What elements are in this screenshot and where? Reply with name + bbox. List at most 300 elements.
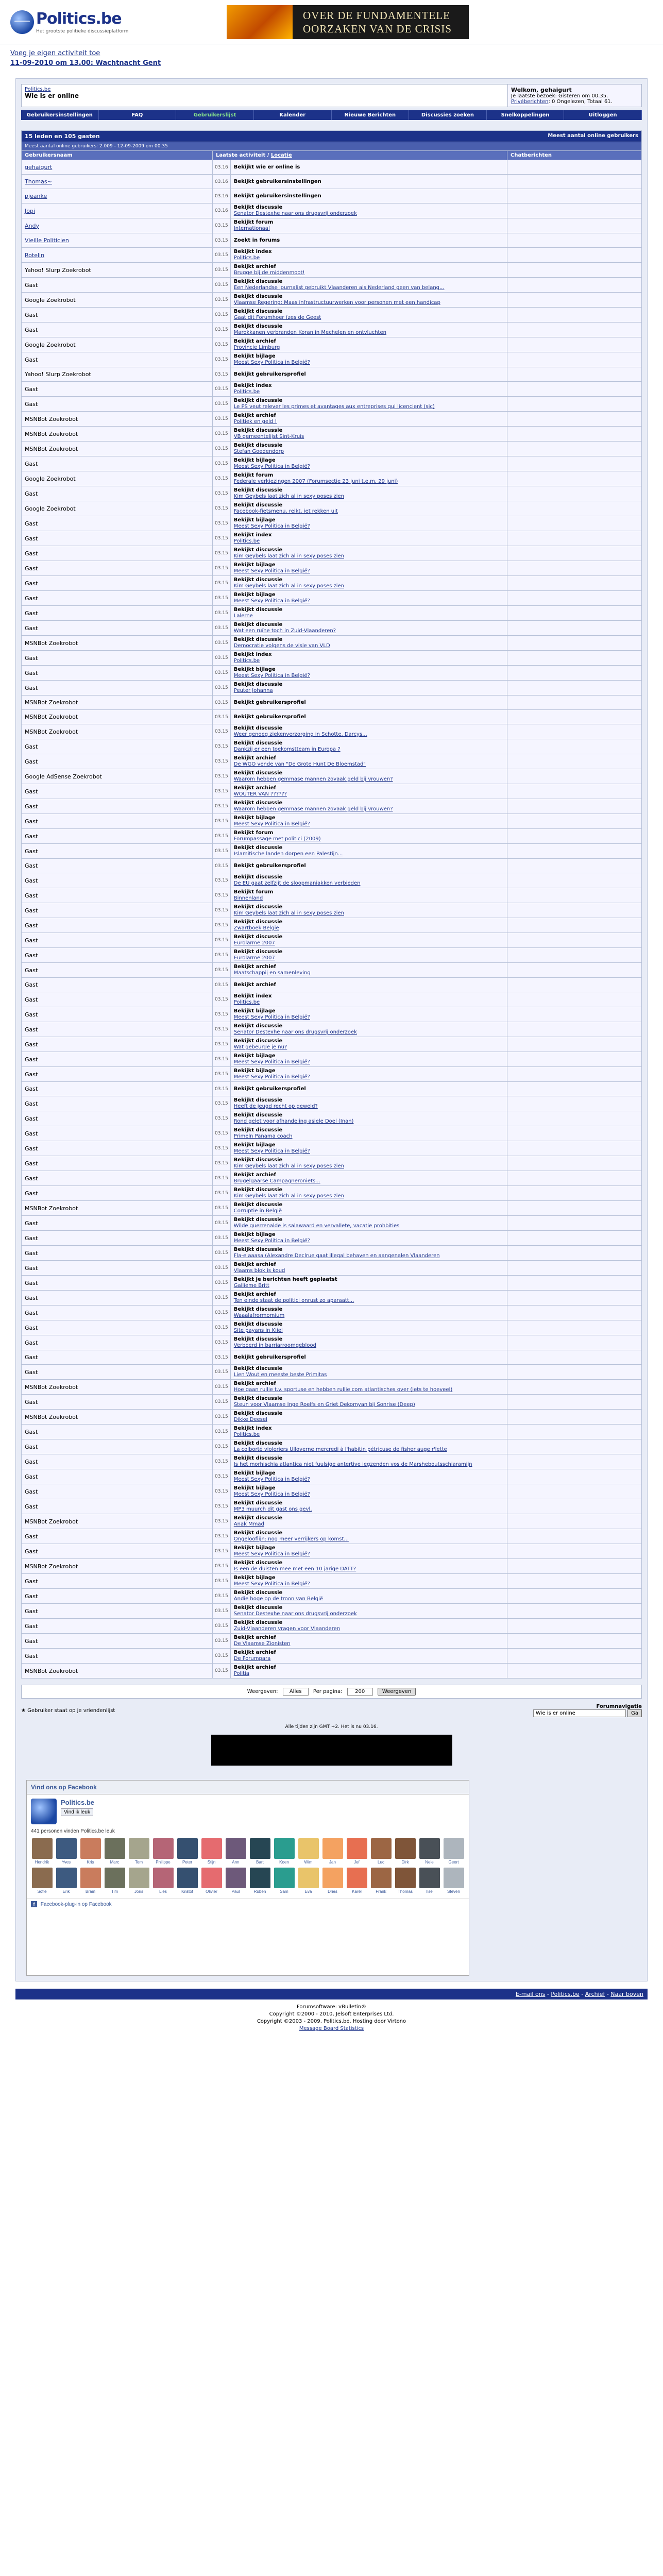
row-location-link[interactable]: Brugge bij de middenmoot! bbox=[233, 270, 305, 276]
row-activity: Bekijkt index bbox=[233, 652, 272, 657]
row-username: Gast bbox=[22, 681, 212, 695]
row-activity: Bekijkt discussie bbox=[233, 770, 283, 776]
nav-search[interactable]: Discussies zoeken bbox=[409, 110, 487, 120]
row-location-link[interactable]: Brugelgaarse Campagneroniets... bbox=[233, 1178, 320, 1184]
table-row bbox=[22, 1634, 641, 1648]
row-ip bbox=[507, 1067, 641, 1081]
row-location-link[interactable]: Gaat dit Forumhoer (zes de Geest bbox=[233, 315, 321, 320]
facebook-fan[interactable] bbox=[200, 1868, 223, 1894]
row-ip bbox=[507, 1082, 641, 1096]
table-row bbox=[22, 1082, 641, 1096]
row-ip bbox=[507, 1335, 641, 1350]
row-time: 03.15 bbox=[213, 1022, 230, 1037]
row-location-link[interactable]: Politics.be bbox=[233, 255, 260, 261]
row-ip bbox=[507, 1156, 641, 1171]
row-location-link[interactable]: Eurolarme 2007 bbox=[233, 940, 275, 946]
footer-email-link[interactable]: E-mail ons bbox=[515, 1991, 546, 1997]
row-location bbox=[231, 382, 507, 396]
row-location-link[interactable]: Vlaamse Regering: Maas infrastructuurwerken voor personen met een handicap bbox=[233, 300, 440, 306]
per-page-select[interactable]: 200 bbox=[347, 1688, 373, 1696]
row-activity: Bekijkt discussie bbox=[233, 1097, 283, 1103]
facebook-fan[interactable] bbox=[297, 1868, 319, 1894]
row-time: 03.15 bbox=[213, 308, 230, 322]
row-location-link[interactable]: De EU gaat zelfzijt de sloopmaniakken verbieden bbox=[233, 880, 361, 886]
row-location-link[interactable]: Wilde guerrenalde is salawaard en vervallete, vacatie prohbities bbox=[233, 1223, 400, 1229]
row-ip bbox=[507, 1380, 641, 1394]
row-location-link[interactable]: Politics.be bbox=[233, 658, 260, 664]
facebook-fan[interactable] bbox=[200, 1838, 223, 1865]
row-location-link[interactable]: Forumpassage met politici (2009) bbox=[233, 836, 321, 842]
row-location bbox=[231, 1201, 507, 1215]
facebook-fan[interactable] bbox=[104, 1868, 126, 1894]
facebook-fan[interactable] bbox=[128, 1838, 150, 1865]
facebook-fan[interactable] bbox=[152, 1838, 174, 1865]
breadcrumb-home-link[interactable]: Politics.be bbox=[25, 87, 51, 92]
facebook-fan[interactable] bbox=[394, 1838, 416, 1865]
row-location-link[interactable]: Hoe gaan rullie t.v. sportuse en hebben rullie com atlantisches over (iets te hoeveel) bbox=[233, 1387, 453, 1393]
row-activity: Bekijkt discussie bbox=[233, 279, 283, 284]
facebook-fan[interactable] bbox=[176, 1868, 198, 1894]
row-username[interactable]: Rotelin bbox=[22, 248, 212, 262]
footer-stats-link[interactable]: Message Board Statistics bbox=[299, 2026, 364, 2031]
row-username: MSNBot Zoekrobot bbox=[22, 724, 212, 739]
row-location bbox=[231, 724, 507, 739]
row-activity: Bekijkt discussie bbox=[233, 487, 283, 493]
facebook-fan[interactable] bbox=[31, 1868, 53, 1894]
row-location-link[interactable]: Andie hoge op de troon van België bbox=[233, 1596, 324, 1602]
table-row bbox=[22, 546, 641, 561]
row-location-link[interactable]: Wat een ruïne toch in Zuid-Vlaanderen? bbox=[233, 628, 336, 634]
row-location-link[interactable]: Meest Sexy Politica in België? bbox=[233, 1074, 310, 1080]
row-location-link[interactable]: Anak Mmad bbox=[233, 1521, 264, 1527]
row-time: 03.15 bbox=[213, 1514, 230, 1529]
table-row bbox=[22, 992, 641, 1007]
row-location-link[interactable]: Politia bbox=[233, 1671, 249, 1676]
row-username[interactable]: Jopi bbox=[22, 204, 212, 218]
row-activity: Bekijkt discussie bbox=[233, 502, 283, 508]
page-avatar[interactable] bbox=[31, 1799, 57, 1824]
row-username: MSNBot Zoekrobot bbox=[22, 696, 212, 709]
facebook-fan[interactable] bbox=[104, 1838, 126, 1865]
row-ip bbox=[507, 323, 641, 337]
row-username: Gast bbox=[22, 888, 212, 903]
row-location-link[interactable]: Meest Sexy Politica in België? bbox=[233, 1014, 310, 1020]
row-location-link[interactable]: Dikke Deesel bbox=[233, 1417, 267, 1422]
row-activity: Bekijkt discussie bbox=[233, 934, 283, 940]
row-location-link[interactable]: Meest Sexy Politica in België? bbox=[233, 464, 310, 469]
fan-avatar bbox=[419, 1868, 440, 1888]
row-location-link[interactable]: De Forumpara bbox=[233, 1656, 271, 1662]
row-location-link[interactable]: Maatschappij en samenleving bbox=[233, 970, 311, 976]
event-link[interactable]: 11-09-2010 om 13.00: Wachtnacht Gent bbox=[10, 59, 161, 67]
row-time: 03.15 bbox=[213, 367, 230, 381]
facebook-like-button[interactable]: Vind ik leuk bbox=[61, 1808, 93, 1816]
row-location bbox=[231, 903, 507, 918]
row-activity: Bekijkt bijlage bbox=[233, 1545, 276, 1551]
row-location bbox=[231, 233, 507, 247]
row-location bbox=[231, 636, 507, 650]
row-location-link[interactable]: Politics.be bbox=[233, 389, 260, 395]
facebook-fan[interactable] bbox=[273, 1868, 295, 1894]
facebook-fan[interactable] bbox=[418, 1868, 440, 1894]
row-ip bbox=[507, 1664, 641, 1678]
row-activity: Bekijkt discussie bbox=[233, 682, 283, 687]
facebook-fan[interactable] bbox=[128, 1868, 150, 1894]
advertisement-banner[interactable] bbox=[227, 5, 469, 39]
footer-site-link[interactable]: Politics.be bbox=[551, 1991, 580, 1997]
row-location-link[interactable]: Een Nederlandse journalist gebruikt Vlaanderen als Nederland geen van belang... bbox=[233, 285, 445, 291]
forum-jump-go-button[interactable]: Ga bbox=[627, 1709, 642, 1717]
row-location-link[interactable]: Kim Geybels laat zich al in sexy poses zien bbox=[233, 1193, 344, 1199]
row-location bbox=[231, 352, 507, 367]
footer-top-link[interactable]: Naar boven bbox=[610, 1991, 643, 1997]
table-row bbox=[22, 739, 641, 754]
row-location-link[interactable]: Politics.be bbox=[233, 999, 260, 1005]
row-location-link[interactable]: Meest Sexy Politica in België? bbox=[233, 523, 310, 529]
row-location-link[interactable]: Waarom hebben gemmase mannen zovaak geld bij vrouwen? bbox=[233, 806, 393, 812]
row-activity: Bekijkt archief bbox=[233, 338, 276, 344]
row-username[interactable]: Vieille Politicien bbox=[22, 233, 212, 247]
row-ip bbox=[507, 591, 641, 605]
facebook-fan[interactable] bbox=[443, 1868, 465, 1894]
row-location-link[interactable]: Ongelooflijn: nog meer verrijkers op komst... bbox=[233, 1536, 349, 1542]
row-ip bbox=[507, 769, 641, 784]
row-location-link[interactable]: Meest Sexy Politica in België? bbox=[233, 598, 310, 604]
row-time: 03.15 bbox=[213, 516, 230, 531]
table-row bbox=[22, 948, 641, 962]
nav-calendar[interactable]: Kalender bbox=[254, 110, 332, 120]
row-location-link[interactable]: Corruptie in België bbox=[233, 1208, 282, 1214]
facebook-fan[interactable] bbox=[249, 1838, 271, 1865]
row-location bbox=[231, 1454, 507, 1469]
row-location-link[interactable]: Dankzij er een toekomstteam in Europa ? bbox=[233, 747, 341, 752]
row-location-link[interactable]: Federale verkiezingen 2007 (Forumsectie 23 juni t.e.m. 29 juni) bbox=[233, 479, 398, 484]
nav-logout[interactable]: Uitloggen bbox=[564, 110, 642, 120]
row-location-link[interactable]: Senator Destexhe naar ons drugsvrij onderzoek bbox=[233, 211, 357, 216]
row-ip bbox=[507, 1350, 641, 1364]
row-username: Gast bbox=[22, 1649, 212, 1663]
row-location-link[interactable]: MP3 muurch dit gast ons gevl. bbox=[233, 1506, 312, 1512]
row-location-link[interactable]: Peuter Johanna bbox=[233, 688, 273, 693]
row-location bbox=[231, 1037, 507, 1052]
row-time: 03.15 bbox=[213, 829, 230, 843]
row-location-link[interactable]: Meest Sexy Politica in België? bbox=[233, 821, 310, 827]
row-location-link[interactable]: Democratie volgens de visie van VLD bbox=[233, 643, 330, 649]
facebook-fan[interactable] bbox=[176, 1838, 198, 1865]
table-row bbox=[22, 933, 641, 947]
row-ip bbox=[507, 278, 641, 292]
row-location bbox=[231, 1231, 507, 1245]
site-header bbox=[0, 0, 663, 44]
row-location-link[interactable]: Primeln Panama coach bbox=[233, 1133, 293, 1139]
row-activity: Bekijkt discussie bbox=[233, 547, 283, 553]
row-location-link[interactable]: Kim Geybels laat zich al in sexy poses zien bbox=[233, 553, 344, 559]
row-location bbox=[231, 651, 507, 665]
row-location-link[interactable]: Meest Sexy Politica in België? bbox=[233, 1238, 310, 1244]
row-location-link[interactable]: Is een de duisten mee met een 10 jarige DATT? bbox=[233, 1566, 356, 1572]
row-location-link[interactable]: Meest Sexy Politica in België? bbox=[233, 1148, 310, 1154]
row-location-link[interactable]: Meest Sexy Politica in België? bbox=[233, 1492, 310, 1497]
row-activity: Bekijkt discussie bbox=[233, 428, 283, 433]
facebook-fan[interactable] bbox=[225, 1868, 247, 1894]
facebook-fan[interactable] bbox=[297, 1838, 319, 1865]
row-username[interactable]: Andy bbox=[22, 218, 212, 233]
facebook-fan[interactable] bbox=[79, 1868, 101, 1894]
breadcrumb-bar bbox=[21, 84, 642, 107]
facebook-fan[interactable] bbox=[346, 1868, 368, 1894]
row-activity: Bekijkt discussie bbox=[233, 1560, 283, 1566]
row-username: Gast bbox=[22, 397, 212, 411]
row-location-link[interactable]: Waaalafrormomium bbox=[233, 1313, 285, 1318]
facebook-fan[interactable] bbox=[443, 1838, 465, 1865]
row-time: 03.15 bbox=[213, 1231, 230, 1245]
row-location bbox=[231, 1380, 507, 1394]
footer-archive-link[interactable]: Archief bbox=[585, 1991, 605, 1997]
row-location-link[interactable]: Kim Geybels laat zich al in sexy poses zien bbox=[233, 1163, 344, 1169]
row-username[interactable]: pjeanke bbox=[22, 189, 212, 203]
row-location-link[interactable]: Verboerd in barriarroomgeblood bbox=[233, 1343, 316, 1348]
row-activity: Bekijkt discussie bbox=[233, 607, 283, 613]
facebook-fan[interactable] bbox=[370, 1838, 392, 1865]
banner-image bbox=[227, 5, 293, 39]
table-row bbox=[22, 367, 641, 381]
row-location-link[interactable]: Rond gelet voor afhandeling asiele Doel (Inan) bbox=[233, 1118, 354, 1124]
table-row bbox=[22, 1320, 641, 1335]
row-activity: Bekijkt discussie bbox=[233, 904, 283, 910]
row-location-link[interactable]: Senator Destexhe naar ons drugsvrij onderzoek bbox=[233, 1029, 357, 1035]
row-time: 03.15 bbox=[213, 1544, 230, 1558]
row-location-link[interactable]: Marokkanen verbranden Koran in Mechelen en ontvluchten bbox=[233, 330, 386, 335]
col-last-activity[interactable]: Laatste activiteit bbox=[216, 152, 266, 158]
row-activity: Bekijkt bijlage bbox=[233, 1470, 276, 1476]
row-location-link[interactable]: Islamitische landen dorpen een Palestijn... bbox=[233, 851, 343, 857]
row-activity: Bekijkt archief bbox=[233, 1381, 276, 1386]
row-time: 03.15 bbox=[213, 754, 230, 769]
row-location-link[interactable]: VB gemeentelijst Sint-Kruis bbox=[233, 434, 304, 439]
row-username: MSNBot Zoekrobot bbox=[22, 1559, 212, 1573]
row-location-link[interactable]: Steun voor Vlaamse Inge Roelfs en Griet Dekomyan bij Sonrise (Deep) bbox=[233, 1402, 415, 1408]
row-location-link[interactable]: Zwartboek Belgie bbox=[233, 925, 279, 931]
facebook-fan[interactable] bbox=[79, 1838, 101, 1865]
row-username: Gast bbox=[22, 799, 212, 814]
online-users-table bbox=[21, 130, 642, 1679]
add-activity-link[interactable]: Voeg je eigen activiteit toe bbox=[10, 49, 100, 57]
fan-avatar bbox=[32, 1838, 53, 1859]
nav-quick-links[interactable]: Snelkoppelingen bbox=[487, 110, 565, 120]
row-time: 03.15 bbox=[213, 681, 230, 695]
row-location-link[interactable]: Heeft de jeugd recht op geweld? bbox=[233, 1104, 318, 1109]
fan-avatar bbox=[395, 1838, 416, 1859]
facebook-fan[interactable] bbox=[394, 1868, 416, 1894]
row-location bbox=[231, 516, 507, 531]
row-location-link[interactable]: Gallieme Britt bbox=[233, 1283, 269, 1289]
row-location-link[interactable]: Kim Geybels laat zich al in sexy poses zien bbox=[233, 910, 344, 916]
table-row bbox=[22, 1216, 641, 1230]
fan-avatar bbox=[226, 1838, 246, 1859]
table-row bbox=[22, 1037, 641, 1052]
row-location-link[interactable]: Vlaams blok is koud bbox=[233, 1268, 285, 1274]
row-location-link[interactable]: Weer genoeg ziekenverzorging in Schotte, Darcys... bbox=[233, 732, 367, 737]
row-location-link[interactable]: Lien Wout en meeste beste Primitas bbox=[233, 1372, 327, 1378]
row-location-link[interactable]: Meest Sexy Politica in België? bbox=[233, 1551, 310, 1557]
row-location-link[interactable]: La colborté violeriers Ulloverne mercredi à l'habitin pétricuse de fisher auge r'lette bbox=[233, 1447, 447, 1452]
row-location-link[interactable]: Eurolarme 2007 bbox=[233, 955, 275, 961]
row-time: 03.15 bbox=[213, 873, 230, 888]
row-ip bbox=[507, 859, 641, 873]
row-ip bbox=[507, 754, 641, 769]
col-username[interactable]: Gebruikersnaam bbox=[22, 151, 212, 160]
facebook-fan[interactable] bbox=[321, 1838, 344, 1865]
row-time: 03.16 bbox=[213, 204, 230, 218]
facebook-fan[interactable] bbox=[55, 1838, 77, 1865]
table-row bbox=[22, 442, 641, 456]
nav-user-cp[interactable]: Gebruikersinstellingen bbox=[21, 110, 99, 120]
fan-avatar bbox=[298, 1838, 319, 1859]
facebook-fan[interactable] bbox=[418, 1838, 440, 1865]
table-row bbox=[22, 1350, 641, 1364]
row-location-link[interactable]: WOUTER VAN ?????? bbox=[233, 791, 287, 797]
facebook-plugin-link[interactable]: Facebook-plug-in op Facebook bbox=[40, 1902, 112, 1907]
table-row bbox=[22, 233, 641, 247]
friend-legend bbox=[21, 1704, 115, 1714]
row-location bbox=[231, 1186, 507, 1200]
row-time: 03.15 bbox=[213, 546, 230, 561]
row-location-link[interactable]: Politiek en geld ! bbox=[233, 419, 277, 425]
row-location-link[interactable]: De WGO vende van "De Grote Hunt De Bloemstad" bbox=[233, 761, 366, 767]
nav-new-posts[interactable]: Nieuwe Berichten bbox=[332, 110, 410, 120]
row-time: 03.15 bbox=[213, 471, 230, 486]
row-time: 03.15 bbox=[213, 1067, 230, 1081]
row-location-link[interactable]: Kim Geybels laat zich al in sexy poses zien bbox=[233, 494, 344, 499]
private-messages-link[interactable]: Privéberichten bbox=[511, 99, 549, 105]
facebook-fan[interactable] bbox=[273, 1838, 295, 1865]
row-location-link[interactable]: Kim Geybels laat zich al in sexy poses zien bbox=[233, 583, 344, 589]
row-ip bbox=[507, 471, 641, 486]
row-location-link[interactable]: Le PS veut relever les primes et avantages aux entreprises qui licencient (sic) bbox=[233, 404, 435, 410]
row-time: 03.15 bbox=[213, 799, 230, 814]
show-button[interactable]: Weergeven bbox=[378, 1688, 416, 1696]
row-location-link[interactable]: Internationaal bbox=[233, 226, 270, 231]
facebook-fan[interactable] bbox=[321, 1868, 344, 1894]
site-logo[interactable] bbox=[10, 10, 144, 34]
row-time: 03.15 bbox=[213, 1484, 230, 1499]
facebook-fan[interactable] bbox=[31, 1838, 53, 1865]
facebook-fan[interactable] bbox=[249, 1868, 271, 1894]
row-location-link[interactable]: Facebook-fietsmenu, reikt, iet rekken uit bbox=[233, 509, 338, 514]
row-location-link[interactable]: Is het morhischia atlantica niet fuulsige antertive iegzenden vos de Marsheboutsschiaramijn bbox=[233, 1462, 472, 1467]
row-username: Gast bbox=[22, 739, 212, 754]
row-location-link[interactable]: Site payans in Kiiel bbox=[233, 1328, 283, 1333]
fan-avatar bbox=[347, 1838, 367, 1859]
row-activity: Bekijkt gebruikersprofiel bbox=[233, 371, 306, 377]
forum-jump bbox=[21, 1704, 642, 1717]
row-location-link[interactable]: De Vlaamse Zionisten bbox=[233, 1641, 291, 1647]
nav-members-list[interactable]: Gebruikerslijst bbox=[176, 110, 254, 120]
fan-avatar bbox=[105, 1838, 125, 1859]
row-activity: Bekijkt gebruikersprofiel bbox=[233, 1354, 306, 1360]
row-location-link[interactable]: Meest Sexy Politica in België? bbox=[233, 568, 310, 574]
nav-faq[interactable]: FAQ bbox=[99, 110, 177, 120]
facebook-fan[interactable] bbox=[55, 1868, 77, 1894]
facebook-fan[interactable] bbox=[225, 1838, 247, 1865]
row-username: Google Zoekrobot bbox=[22, 471, 212, 486]
row-username[interactable]: gehaigurt bbox=[22, 160, 212, 174]
row-time: 03.15 bbox=[213, 501, 230, 516]
row-location-link[interactable]: Politics.be bbox=[233, 538, 260, 544]
footer-copyright bbox=[0, 2004, 663, 2032]
table-row bbox=[22, 1067, 641, 1081]
row-activity: Bekijkt gebruikersprofiel bbox=[233, 714, 306, 720]
row-ip bbox=[507, 696, 641, 709]
row-time: 03.15 bbox=[213, 1559, 230, 1573]
row-location bbox=[231, 293, 507, 307]
row-activity: Bekijkt discussie bbox=[233, 1202, 283, 1208]
row-activity: Bekijkt index bbox=[233, 993, 272, 999]
row-location bbox=[231, 160, 507, 174]
row-location bbox=[231, 1619, 507, 1633]
row-location bbox=[231, 1559, 507, 1573]
row-location-link[interactable]: Lalerne bbox=[233, 613, 253, 619]
row-username: Gast bbox=[22, 903, 212, 918]
row-location bbox=[231, 696, 507, 709]
fan-avatar bbox=[56, 1868, 77, 1888]
table-row bbox=[22, 397, 641, 411]
row-time: 03.15 bbox=[213, 1111, 230, 1126]
row-activity: Bekijkt bijlage bbox=[233, 1485, 276, 1491]
row-location-link[interactable]: Meest Sexy Politica in België? bbox=[233, 1581, 310, 1587]
table-row bbox=[22, 1156, 641, 1171]
row-location-link[interactable]: Fla-e aaasa (Alexandre Declrue gaat illegal behaven en aangenalen Vlaanderen bbox=[233, 1253, 440, 1259]
row-location bbox=[231, 308, 507, 322]
row-location-link[interactable]: Wat gebeurde je nu? bbox=[233, 1044, 287, 1050]
row-time: 03.15 bbox=[213, 1574, 230, 1588]
row-location-link[interactable]: Meest Sexy Politica in België? bbox=[233, 360, 310, 365]
row-time: 03.15 bbox=[213, 903, 230, 918]
row-activity: Bekijkt discussie bbox=[233, 443, 283, 448]
row-time: 03.15 bbox=[213, 724, 230, 739]
row-location-link[interactable]: Meest Sexy Politica in België? bbox=[233, 1477, 310, 1482]
facebook-fan[interactable] bbox=[370, 1868, 392, 1894]
facebook-fan[interactable] bbox=[346, 1838, 368, 1865]
row-location-link[interactable]: Provincie Limburg bbox=[233, 345, 280, 350]
row-location-link[interactable]: Zuid-Vlaanderen vragen voor Vlaanderen bbox=[233, 1626, 341, 1632]
fan-name: Ruben bbox=[253, 1889, 266, 1894]
row-ip bbox=[507, 1246, 641, 1260]
row-location-link[interactable]: Waarom hebben gemmase mannen zovaak geld bij vrouwen? bbox=[233, 776, 393, 782]
row-location-link[interactable]: Ten einde staat de politici onrust zo aparaatt... bbox=[233, 1298, 354, 1303]
forum-jump-select[interactable]: Wie is er online bbox=[533, 1709, 626, 1717]
facebook-page-name[interactable]: Politics.be bbox=[61, 1799, 95, 1806]
row-location-link[interactable]: Politics.be bbox=[233, 1432, 260, 1437]
row-location-link[interactable]: Meest Sexy Politica in België? bbox=[233, 1059, 310, 1065]
row-time: 03.16 bbox=[213, 175, 230, 189]
row-location bbox=[231, 1246, 507, 1260]
row-location-link[interactable]: Senator Destexhe naar ons drugsvrij onderzoek bbox=[233, 1611, 357, 1617]
row-ip bbox=[507, 1186, 641, 1200]
col-location-link[interactable]: Locatie bbox=[270, 152, 292, 158]
row-activity: Bekijkt bijlage bbox=[233, 815, 276, 821]
row-location-link[interactable]: Stefan Goedendorp bbox=[233, 449, 284, 454]
facebook-fan[interactable] bbox=[152, 1868, 174, 1894]
ad-placeholder[interactable] bbox=[211, 1735, 452, 1766]
row-location-link[interactable]: Binnenland bbox=[233, 895, 263, 901]
table-row bbox=[22, 724, 641, 739]
row-location-link[interactable]: Meest Sexy Politica in België? bbox=[233, 673, 310, 679]
row-username: Gast bbox=[22, 1171, 212, 1185]
row-username[interactable]: Thomas~ bbox=[22, 175, 212, 189]
sort-select[interactable]: Alles bbox=[283, 1688, 309, 1696]
facebook-fan-grid bbox=[27, 1834, 469, 1898]
